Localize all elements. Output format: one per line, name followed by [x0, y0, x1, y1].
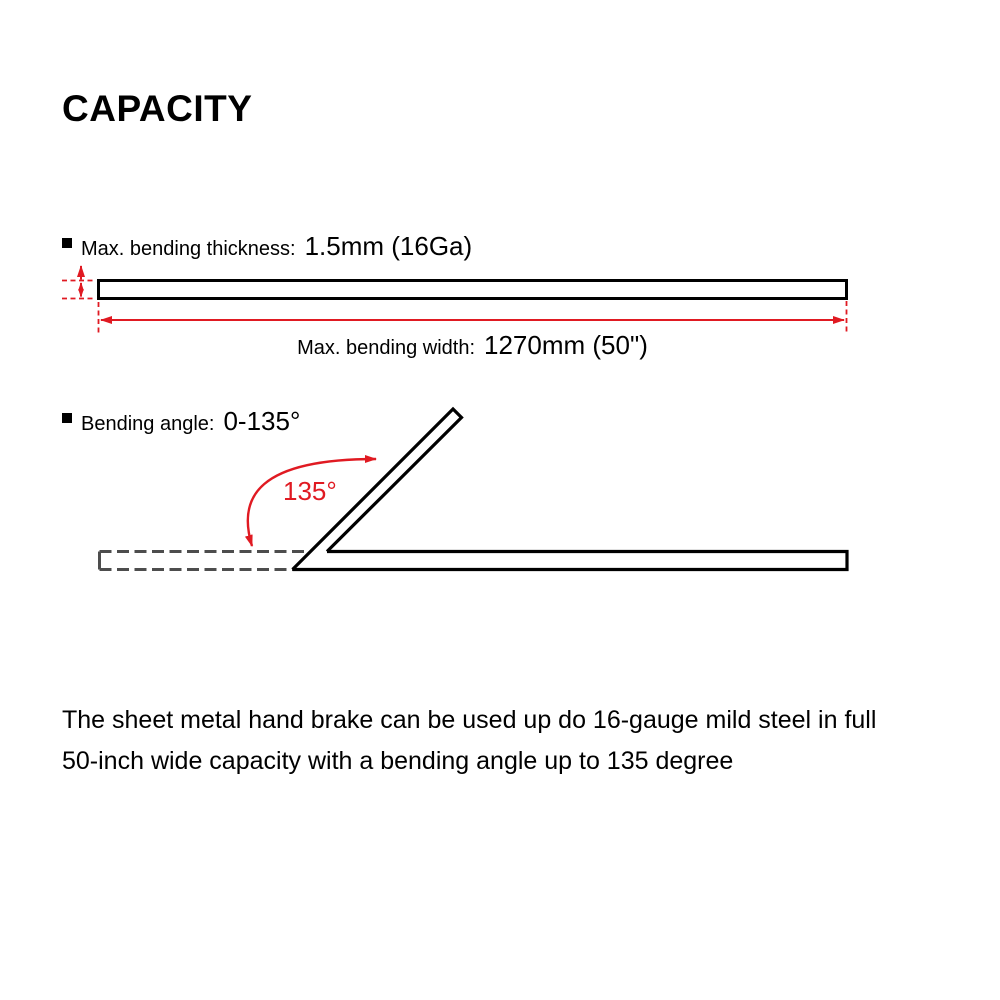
- angle-value: 0-135°: [223, 406, 301, 436]
- bent-sheet: [293, 409, 848, 570]
- page-title: CAPACITY: [62, 87, 253, 129]
- width-label: Max. bending width:: [297, 337, 476, 359]
- bent-sheet-flat-leg: [293, 552, 848, 570]
- thickness-dimension: [62, 266, 96, 299]
- width-dimension: [99, 301, 847, 335]
- spec-width: [98, 332, 847, 358]
- description-paragraph: [62, 700, 942, 782]
- sheet-metal-bar: [99, 281, 847, 299]
- thickness-label: Max. bending thickness:: [81, 238, 296, 260]
- flat-position-ghost: [100, 552, 310, 570]
- description-line-2: 50-inch wide capacity with a bending angle up to 135 degree: [62, 747, 734, 775]
- angle-callout: 135°: [283, 476, 337, 506]
- thickness-value: 1.5mm (16Ga): [304, 231, 473, 261]
- thickness-bar-diagram: [99, 281, 847, 299]
- width-value: 1270mm (50"): [484, 330, 648, 360]
- spec-angle: [62, 408, 300, 434]
- bullet-square-icon: [62, 413, 72, 423]
- angle-label: Bending angle:: [81, 413, 215, 435]
- description-line-1: The sheet metal hand brake can be used up do 16-gauge mild steel in full: [62, 706, 877, 734]
